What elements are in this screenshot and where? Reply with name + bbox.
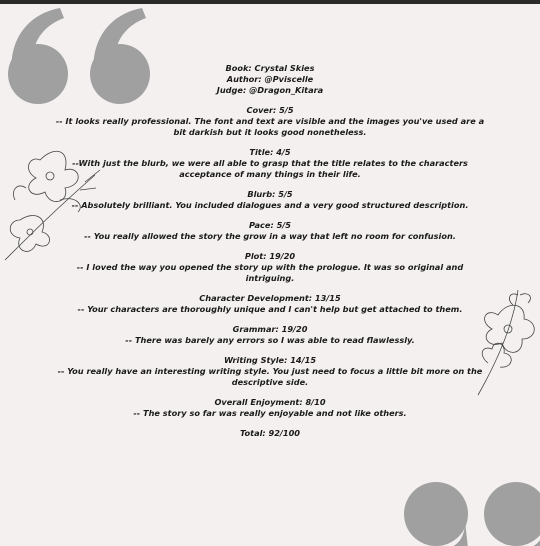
plot-heading: Plot: 19/20 [244, 251, 296, 261]
plot-comment: -- I loved the way you opened the story up with the prologue. It was so original and [76, 262, 464, 272]
writing-heading: Writing Style: 14/15 [223, 355, 317, 365]
writing-comment: descriptive side. [231, 377, 309, 387]
title-heading: Title: 4/5 [249, 147, 291, 157]
character-comment: -- Your characters are thoroughly unique and I can't help but get attached to them. [77, 304, 463, 314]
judge-line: Judge: @Dragon_Kitara [216, 85, 324, 95]
grammar-heading: Grammar: 19/20 [232, 324, 308, 334]
total-score: Total: 92/100 [240, 428, 300, 438]
pace-heading: Pace: 5/5 [249, 220, 291, 230]
title-comment: acceptance of many things in their life. [179, 169, 361, 179]
title-comment: --With just the blurb, we were all able to grasp that the title relates to the characters [72, 158, 468, 168]
enjoyment-comment: -- The story so far was really enjoyable and not like others. [133, 408, 407, 418]
grammar-comment: -- There was barely any errors so I was able to read flawlessly. [125, 335, 415, 345]
blurb-heading: Blurb: 5/5 [247, 189, 293, 199]
cover-comment: -- It looks really professional. The font and text are visible and the images you've used are a [55, 116, 485, 126]
top-border [0, 0, 540, 4]
enjoyment-heading: Overall Enjoyment: 8/10 [214, 397, 326, 407]
book-line: Book: Crystal Skies [225, 63, 315, 73]
pace-comment: -- You really allowed the story the grow in a way that left no room for confusion. [84, 231, 456, 241]
writing-comment: -- You really have an interesting writing style. You just need to focus a little bit more on the [57, 366, 483, 376]
blurb-comment: -- Absolutely brilliant. You included dialogues and a very good structured description. [71, 200, 469, 210]
cover-comment: bit darkish but it looks good nonetheless. [173, 127, 367, 137]
character-heading: Character Development: 13/15 [199, 293, 341, 303]
close-quote-icon [398, 476, 540, 546]
cover-heading: Cover: 5/5 [246, 105, 294, 115]
plot-comment: intriguing. [245, 273, 295, 283]
review-content [40, 63, 500, 439]
author-line: Author: @Pviscelle [226, 74, 314, 84]
